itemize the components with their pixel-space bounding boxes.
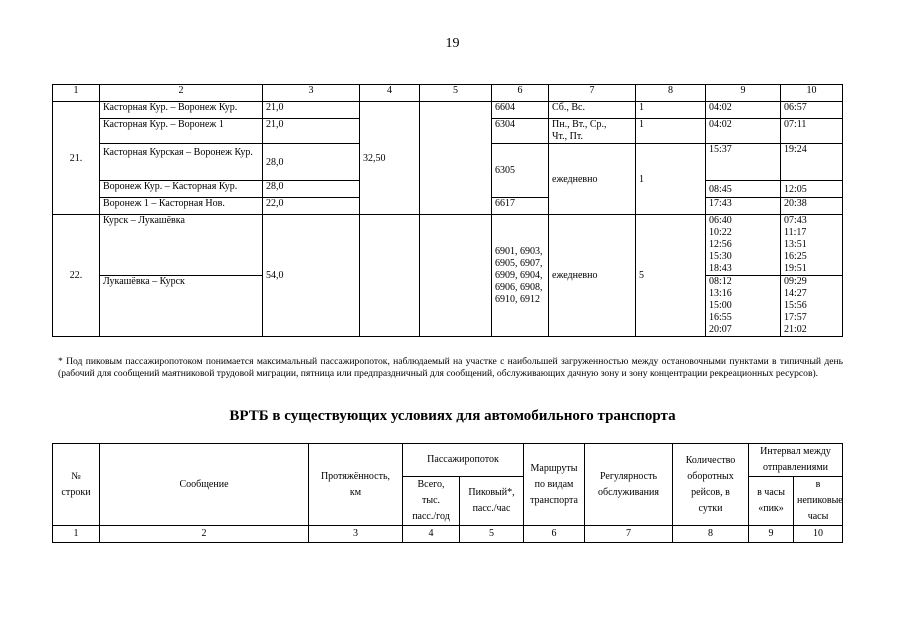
- route-length: 54,0: [263, 215, 360, 337]
- passenger-flow-value: 32,50: [360, 102, 420, 215]
- time-offpeak: 06:57: [781, 102, 843, 119]
- time-peak: 08:45: [706, 181, 781, 198]
- col-header-peak: Пиковый*, пасс./час: [460, 477, 524, 526]
- trip-count: 1: [636, 119, 706, 144]
- train-numbers: 6304: [492, 119, 549, 144]
- times-offpeak: 07:43 11:17 13:51 16:25 19:51: [781, 215, 843, 276]
- section-title: ВРТБ в существующих условиях для автомобильного транспорта: [229, 408, 676, 424]
- time-offpeak: 12:05: [781, 181, 843, 198]
- col-number: 4: [403, 526, 460, 543]
- road-transport-table: [52, 443, 843, 543]
- time-peak: 15:37: [706, 144, 781, 181]
- column-number-row: [53, 526, 843, 543]
- header-row: [53, 85, 843, 102]
- table-row: [53, 102, 843, 119]
- trip-count: 5: [636, 215, 706, 337]
- col-header-number: № строки: [53, 444, 100, 526]
- regularity: ежедневно: [549, 215, 636, 337]
- time-peak: 17:43: [706, 198, 781, 215]
- railway-schedule-table: [52, 84, 843, 337]
- col-header: 4: [360, 85, 420, 102]
- col-header: 2: [100, 85, 263, 102]
- trip-count: 1: [636, 144, 706, 215]
- train-numbers: 6305: [492, 144, 549, 198]
- time-peak: 04:02: [706, 102, 781, 119]
- train-numbers: 6901, 6903, 6905, 6907, 6909, 6904, 6906, 6908, 6910, 6912: [492, 215, 549, 337]
- row-number: 21.: [53, 102, 100, 215]
- col-header-length: Протяжённость, км: [309, 444, 403, 526]
- col-number: 2: [100, 526, 309, 543]
- col-number: 9: [749, 526, 794, 543]
- time-offpeak: 20:38: [781, 198, 843, 215]
- col-header-peak-hours: в часы «пик»: [749, 477, 794, 526]
- col-header-routes: Маршруты по видам транспорта: [524, 444, 585, 526]
- route-length: 21,0: [263, 102, 360, 119]
- col-number: 1: [53, 526, 100, 543]
- empty-cell: [420, 215, 492, 337]
- col-header: 6: [492, 85, 549, 102]
- col-header-message: Сообщение: [100, 444, 309, 526]
- col-number: 7: [585, 526, 673, 543]
- time-offpeak: 07:11: [781, 119, 843, 144]
- regularity: Пн., Вт., Ср., Чт., Пт.: [549, 119, 636, 144]
- route-name: Касторная Курская – Воронеж Кур.: [100, 144, 263, 181]
- times-offpeak: 09:29 14:27 15:56 17:57 21:02: [781, 276, 843, 337]
- route-name: Воронеж 1 – Касторная Нов.: [100, 198, 263, 215]
- col-header-interval: Интервал между отправлениями: [749, 444, 843, 477]
- col-number: 10: [794, 526, 843, 543]
- train-numbers: 6604: [492, 102, 549, 119]
- col-header: 1: [53, 85, 100, 102]
- times-peak: 06:40 10:22 12:56 15:30 18:43: [706, 215, 781, 276]
- col-header: 9: [706, 85, 781, 102]
- route-name: Касторная Кур. – Воронеж Кур.: [100, 102, 263, 119]
- col-header: 8: [636, 85, 706, 102]
- empty-cell: [420, 102, 492, 215]
- times-peak: 08:12 13:16 15:00 16:55 20:07: [706, 276, 781, 337]
- row-number: 22.: [53, 215, 100, 337]
- col-header-total: Всего, тыс. пасс./год: [403, 477, 460, 526]
- regularity: ежедневно: [549, 144, 636, 215]
- trip-count: 1: [636, 102, 706, 119]
- regularity: Сб., Вс.: [549, 102, 636, 119]
- col-header-trips: Количество оборотных рейсов, в сутки: [673, 444, 749, 526]
- route-length: 28,0: [263, 181, 360, 198]
- page-number: 19: [445, 36, 460, 51]
- time-peak: 04:02: [706, 119, 781, 144]
- col-number: 8: [673, 526, 749, 543]
- route-length: 22,0: [263, 198, 360, 215]
- col-header-passenger-flow: Пассажиропоток: [403, 444, 524, 477]
- col-header-regularity: Регулярность обслуживания: [585, 444, 673, 526]
- route-name: Воронеж Кур. – Касторная Кур.: [100, 181, 263, 198]
- col-header: 7: [549, 85, 636, 102]
- col-number: 5: [460, 526, 524, 543]
- table-row: [53, 215, 843, 276]
- col-header: 10: [781, 85, 843, 102]
- col-header-offpeak-hours: в непиковые часы: [794, 477, 843, 526]
- route-name: Лукашёвка – Курск: [100, 276, 263, 337]
- col-header: 3: [263, 85, 360, 102]
- footnote: * Под пиковым пассажиропотоком понимается максимальный пассажиропоток, наблюдаемый на участке с наибольшей загруженностью между остановочными пунктами в типичный день (рабочий для сообщений маятниковой трудовой миграции, пятница или предпраздничный для сообщений, обслуживающих дачную зону и зону концентрации рекреационных ресурсов).: [58, 356, 843, 379]
- route-length: 21,0: [263, 119, 360, 144]
- route-length: 28,0: [263, 144, 360, 181]
- time-offpeak: 19:24: [781, 144, 843, 181]
- col-number: 3: [309, 526, 403, 543]
- route-name: Курск – Лукашёвка: [100, 215, 263, 276]
- empty-cell: [360, 215, 420, 337]
- col-number: 6: [524, 526, 585, 543]
- route-name: Касторная Кур. – Воронеж 1: [100, 119, 263, 144]
- col-header: 5: [420, 85, 492, 102]
- train-numbers: 6617: [492, 198, 549, 215]
